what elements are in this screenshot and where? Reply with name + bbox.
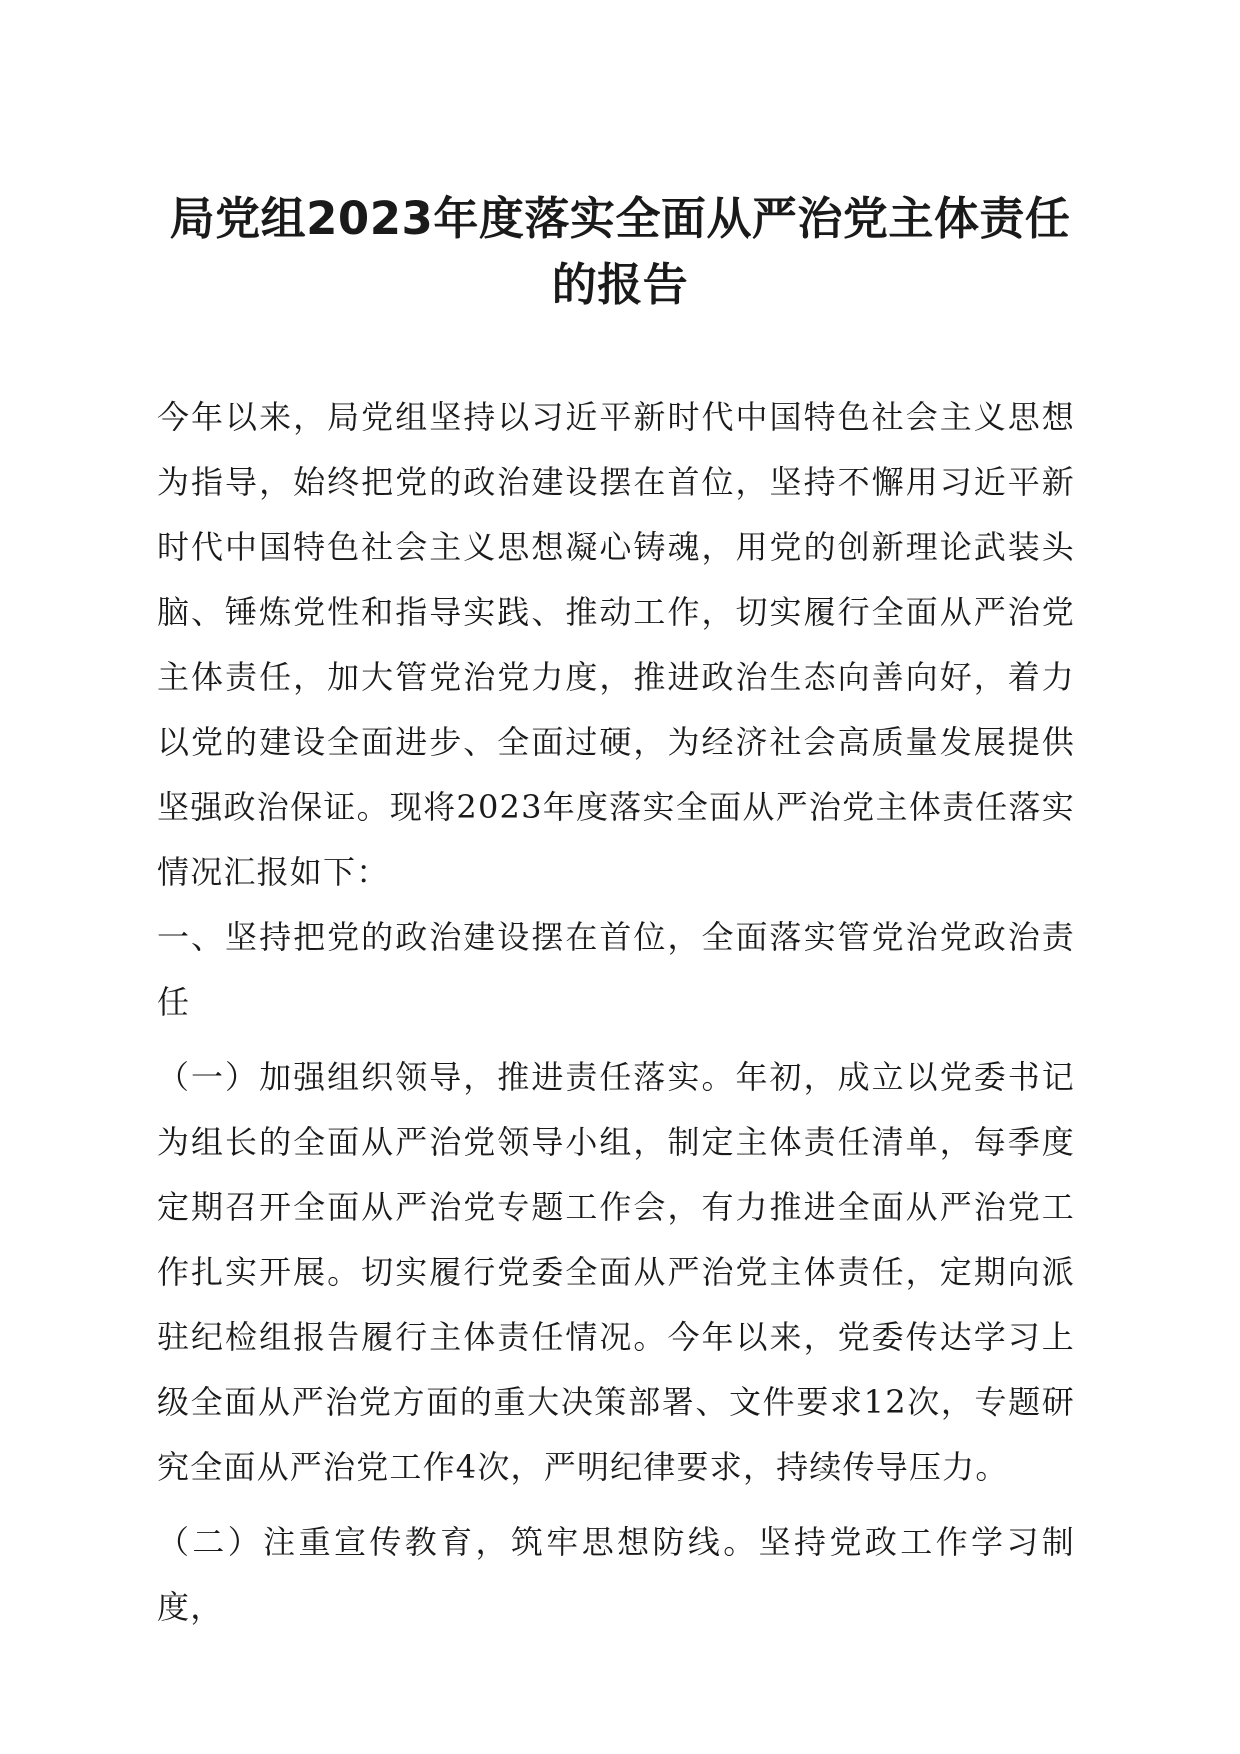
section-heading-1: 一、坚持把党的政治建设摆在首位，全面落实管党治党政治责任	[157, 918, 1075, 1021]
document-body	[157, 385, 1075, 1640]
document-title: 局党组2023年度落实全面从严治党主体责任的报告	[169, 192, 1071, 311]
subsection-paragraph-2: （二）注重宣传教育，筑牢思想防线。坚持党政工作学习制度，	[157, 1523, 1075, 1626]
subsection-paragraph-1: （一）加强组织领导，推进责任落实。年初，成立以党委书记为组长的全面从严治党领导小组，制定主体责任清单，每季度定期召开全面从严治党专题工作会，有力推进全面从严治党工作扎实开展。切实履行党委全面从严治党主体责任，定期向派驻纪检组报告履行主体责任情况。今年以来，党委传达学习上级全面从严治党方面的重大决策部署、文件要求12次，专题研究全面从严治党工作4次，严明纪律要求，持续传导压力。	[157, 1058, 1075, 1486]
intro-paragraph: 今年以来，局党组坚持以习近平新时代中国特色社会主义思想为指导，始终把党的政治建设摆在首位，坚持不懈用习近平新时代中国特色社会主义思想凝心铸魂，用党的创新理论武装头脑、锤炼党性和指导实践、推动工作，切实履行全面从严治党主体责任，加大管党治党力度，推进政治生态向善向好，着力以党的建设全面进步、全面过硬，为经济社会高质量发展提供坚强政治保证。现将2023年度落实全面从严治党主体责任落实情况汇报如下：	[157, 398, 1075, 891]
